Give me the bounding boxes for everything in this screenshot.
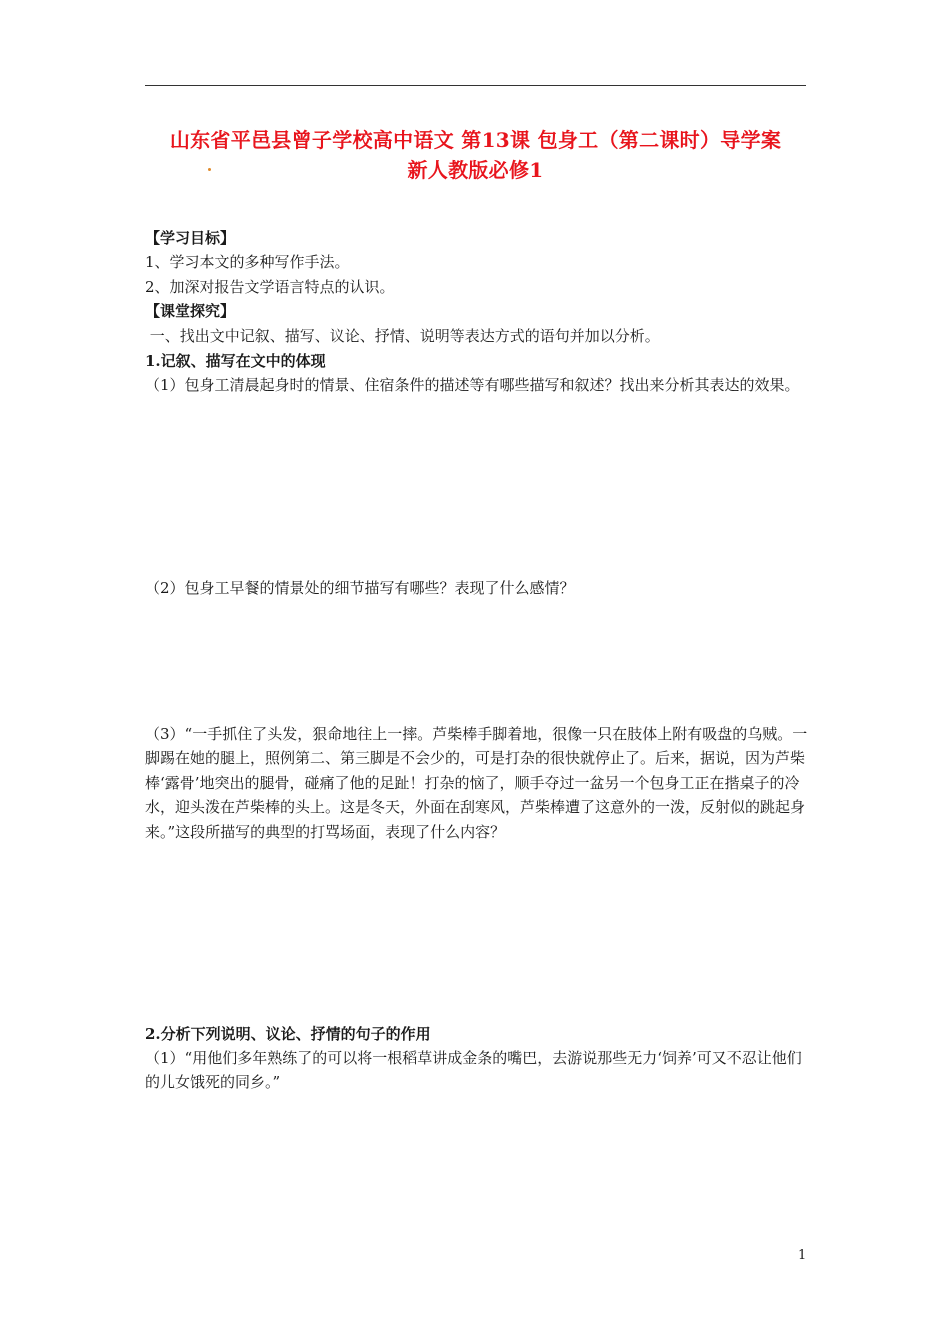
decorative-dot bbox=[208, 168, 211, 171]
document-title-line-1: 山东省平邑县曾子学校高中语文 第13课 包身工（第二课时）导学案 bbox=[169, 128, 782, 152]
part-one-instruction: 一、找出文中记叙、描写、议论、抒情、说明等表达方式的语句并加以分析。 bbox=[145, 327, 660, 345]
explore-heading: 【课堂探究】 bbox=[145, 302, 236, 320]
question-1-3: （3）“一手抓住了头发，狠命地往上一摔。芦柴棒手脚着地，很像一只在肢体上附有吸盘的乌贼。一脚踢在她的腿上，照例第二、第三脚是不会少的，可是打杂的很快就停止了。后来，据说，因为芦柴棒‘露骨’地突出的腿骨，碰痛了他的足趾！打杂的恼了，顺手夺过一盆另一个包身工正在揩桌子的冷水，迎头泼在芦柴棒的头上。这是冬天，外面在刮寒风，芦柴棒遭了这意外的一泼，反射似的跳起身来。”这段所描写的典型的打骂场面，表现了什么内容？ bbox=[145, 725, 808, 841]
page-number: 1 bbox=[798, 1248, 807, 1263]
subsection-heading: 1.记叙、描写在文中的体现 bbox=[145, 352, 326, 370]
subsection-heading: 2.分析下列说明、议论、抒情的句子的作用 bbox=[145, 1025, 431, 1043]
goal-item: 2、加深对报告文学语言特点的认识。 bbox=[145, 278, 395, 296]
document-title-line-2: 新人教版必修1 bbox=[407, 158, 544, 182]
question-2-1: （1）“用他们多年熟练了的可以将一根稻草讲成金条的嘴巴，去游说那些无力‘饲养’可又不忍让他们的儿女饿死的同乡。” bbox=[145, 1049, 802, 1091]
question-1-1: （1）包身工清晨起身时的情景、住宿条件的描述等有哪些描写和叙述？找出来分析其表达的效果。 bbox=[145, 376, 800, 394]
goals-heading: 【学习目标】 bbox=[145, 229, 236, 247]
header-rule bbox=[145, 85, 806, 86]
goal-item: 1、学习本文的多种写作手法。 bbox=[145, 253, 350, 271]
question-1-2: （2）包身工早餐的情景处的细节描写有哪些？表现了什么感情？ bbox=[145, 579, 575, 597]
